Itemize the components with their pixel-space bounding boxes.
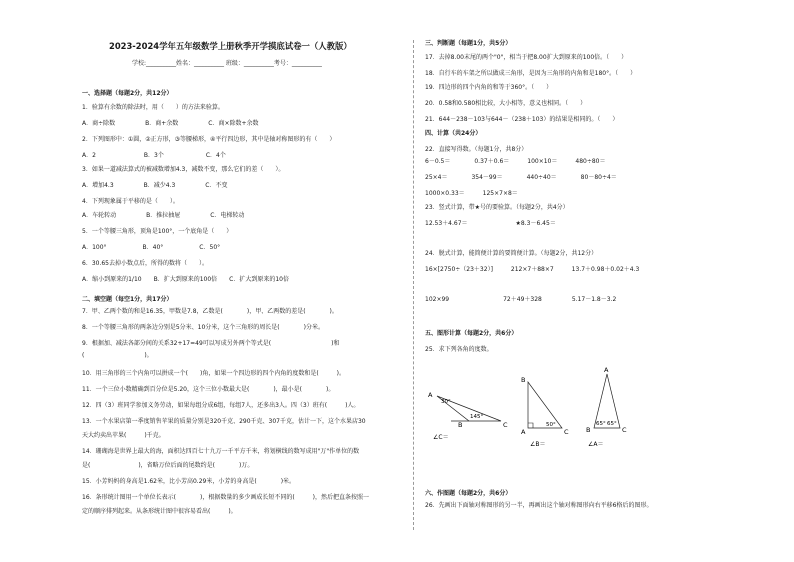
left-question-line: A．增加4.3 B．减少4.3 C．不变 [82, 182, 228, 189]
left-question-line: 7．甲、乙两个数的和是16.35，甲数是7.8，乙数是( )，甲、乙两数的差是( )。 [82, 308, 338, 315]
left-question-line: 16．条形统计图用一个单位长表示( )，根据数量的多少画成长短不同的( )，然后把直条按照一 [82, 494, 370, 501]
right-question-line: 17．去掉8.00末尾的两个"0"，相当于把8.00扩大到原来的100倍。（ ） [425, 54, 628, 61]
left-question-line: 8．一个等腰三角形的两条边分别是5分米、10分米，这个三角形的周长是( )分米。 [82, 324, 324, 331]
right-question-line: 22．直接写得数。（每题1分，共8分） [425, 146, 528, 153]
right-question-line: 1000×0.33＝ 125×7×8＝ [425, 190, 518, 197]
left-question-line: ( )。 [82, 352, 153, 359]
tri3-angle-b: 65° [596, 421, 606, 427]
tri3-label-b: B [586, 426, 591, 434]
triangle-figure-1 [425, 385, 520, 443]
left-question-line: A．车轮转动 B．推拉抽屉 C．电梯转动 [82, 212, 245, 219]
triangle-figure-2 [516, 370, 576, 450]
right-question-line: 23．竖式计算，带★号的要验算。（每题2分，共4分） [425, 204, 569, 211]
left-question-line: A．100° B．40° C．50° [82, 244, 221, 251]
left-question-line: 15．小芳妈妈的身高是1.62米，比小芳高0.29米，小芳的身高是( )米。 [82, 478, 296, 485]
left-question-line: 3．如果一道减法算式的被减数增加4.3，减数不变，那么它们的差（ ）。 [82, 166, 285, 173]
tri1-angle-b: 145° [470, 414, 484, 420]
left-question-line: 5．一个等腰三角形，顶角是100°，一个底角是（ ） [82, 228, 233, 235]
left-question-line: 4．下列现象属于平移的是（ ）。 [82, 198, 179, 205]
tri3-label-c: C [622, 426, 627, 434]
tri1-angle-a: 30° [441, 399, 451, 405]
triangle-figure-3 [580, 364, 640, 450]
tri3-label-a: A [604, 366, 609, 374]
left-question-line: 天大约卖出苹果( )千克。 [82, 432, 165, 439]
right-question-line: 12.53＋4.67＝ ★8.3－6.45＝ [425, 220, 556, 227]
left-question-line: 6．30.65去掉小数点后，所得的数将（ ）。 [82, 260, 208, 267]
left-question-line: 14．珊瑚海是世界上最大的海，面积达四百七十九万一千平方千米，将划横线的数写成用"万"作单位的数 [82, 448, 360, 455]
tri1-question: ∠C＝ [433, 434, 449, 441]
left-question-line: 11．一个三位小数精确到百分位是5.20，这个三位小数最大是( )，最小是( )。 [82, 386, 335, 393]
left-question-line: 1．验算有余数的除法时，用（ ）的方法来验算。 [82, 104, 224, 111]
tri2-label-b: B [521, 376, 526, 384]
left-question-line: A．2 B．3个 C．4个 [82, 152, 226, 159]
tri3-question: ∠A＝ [588, 441, 604, 448]
tri1-label-a: A [428, 391, 433, 399]
right-section-heading: 五、图形计算（每题2分，共6分） [425, 330, 518, 337]
left-section-heading: 二、填空题（每空1分，共17分） [82, 296, 173, 303]
left-question-line: 定的顺序排列起来。从条形统计图中很容易看出( )。 [82, 508, 237, 515]
right-question-line: 26．先画出下面轴对称图形的另一半，再画出这个轴对称图形向右平移6格后的图形。 [425, 502, 653, 509]
left-question-line: 2．下列图形中：①圆，②正方形，③等腰梯形，④平行四边形，其中是轴对称图形的有（ ） [82, 136, 336, 143]
tri2-label-c: C [564, 428, 569, 436]
tri1-label-c: C [503, 421, 508, 429]
right-section-heading: 三、判断题（每题1分，共5分） [425, 40, 512, 47]
left-question-line: A．缩小到原来的1/10 B．扩大到原来的100倍 C．扩大到原来的10倍 [82, 276, 289, 283]
right-question-line: 19．四边形的四个内角的和等于360°。（ ） [425, 84, 553, 91]
tri3-angle-c: 65° [607, 421, 617, 427]
right-question-line: 16×[2750÷（23＋32）] 212×7＋88×7 13.7＋0.98＋0.02＋4.3 [425, 266, 640, 273]
right-question-line: 24．脱式计算，能简便计算的要简便计算。（每题2分，共12分） [425, 250, 598, 257]
left-question-line: A．商÷除数 B．商+余数 C．商×除数+余数 [82, 120, 259, 127]
column-divider [413, 40, 414, 530]
tri2-question: ∠B＝ [530, 441, 546, 448]
right-question-line: 102×99 72＋49＋328 5.17－1.8－3.2 [425, 296, 617, 303]
right-question-line: 18．自行车的车架之所以做成三角形，是因为三角形的内角和是180°。（ ） [425, 70, 637, 77]
right-question-line: 21．644－238－103与644－（238＋103）的结果是相同的。（ ） [425, 116, 619, 123]
left-question-line: 9．根据加、减法各部分间的关系32+17=49可以写成另外两个等式是( )和 [82, 340, 340, 347]
left-question-line: 12．四（3）班同学参加义务劳动，如果每组分成6组，每组7人，还多出3人。四（3）班有( )人。 [82, 402, 360, 409]
right-question-line: 6－0.5＝ 0.37＋0.6＝ 100×10＝ 480÷80＝ [425, 158, 606, 165]
right-question-line: 20．0.58和0.580相比较，大小相等，意义也相同。（ ） [425, 100, 587, 107]
left-question-line: 13．一个水果店第一季度销售苹果的质量分别是320千克、290千克、307千克，估计一下，这个水果店30 [82, 418, 366, 425]
student-info-line: 学校:__________姓名：__________ 班级：__________考号：__________ [132, 60, 322, 67]
left-section-heading: 一、选择题（每题2分，共12分） [82, 90, 173, 97]
tri2-angle: 50° [546, 422, 556, 428]
tri1-label-b: B [458, 421, 463, 429]
right-question-line: 25．求下列各角的度数。 [425, 346, 493, 353]
right-question-line: 25×4＝ 354－99＝ 440÷40＝ 80－80÷4＝ [425, 174, 617, 181]
left-question-line: 是( )，省略万位后面的尾数约是( )万。 [82, 462, 254, 469]
right-section-heading: 四、计算（共24分） [425, 130, 482, 137]
left-question-line: 10．用三角形的三个内角可以拼成一个( )角，如果一个四边形的四个内角的度数和是( )。 [82, 370, 345, 377]
right-section-heading: 六、作图题（每题2分，共6分） [425, 490, 512, 497]
exam-title: 2023-2024学年五年级数学上册秋季开学摸底试卷一（人教版） [109, 41, 352, 51]
tri2-label-a: A [521, 428, 526, 436]
